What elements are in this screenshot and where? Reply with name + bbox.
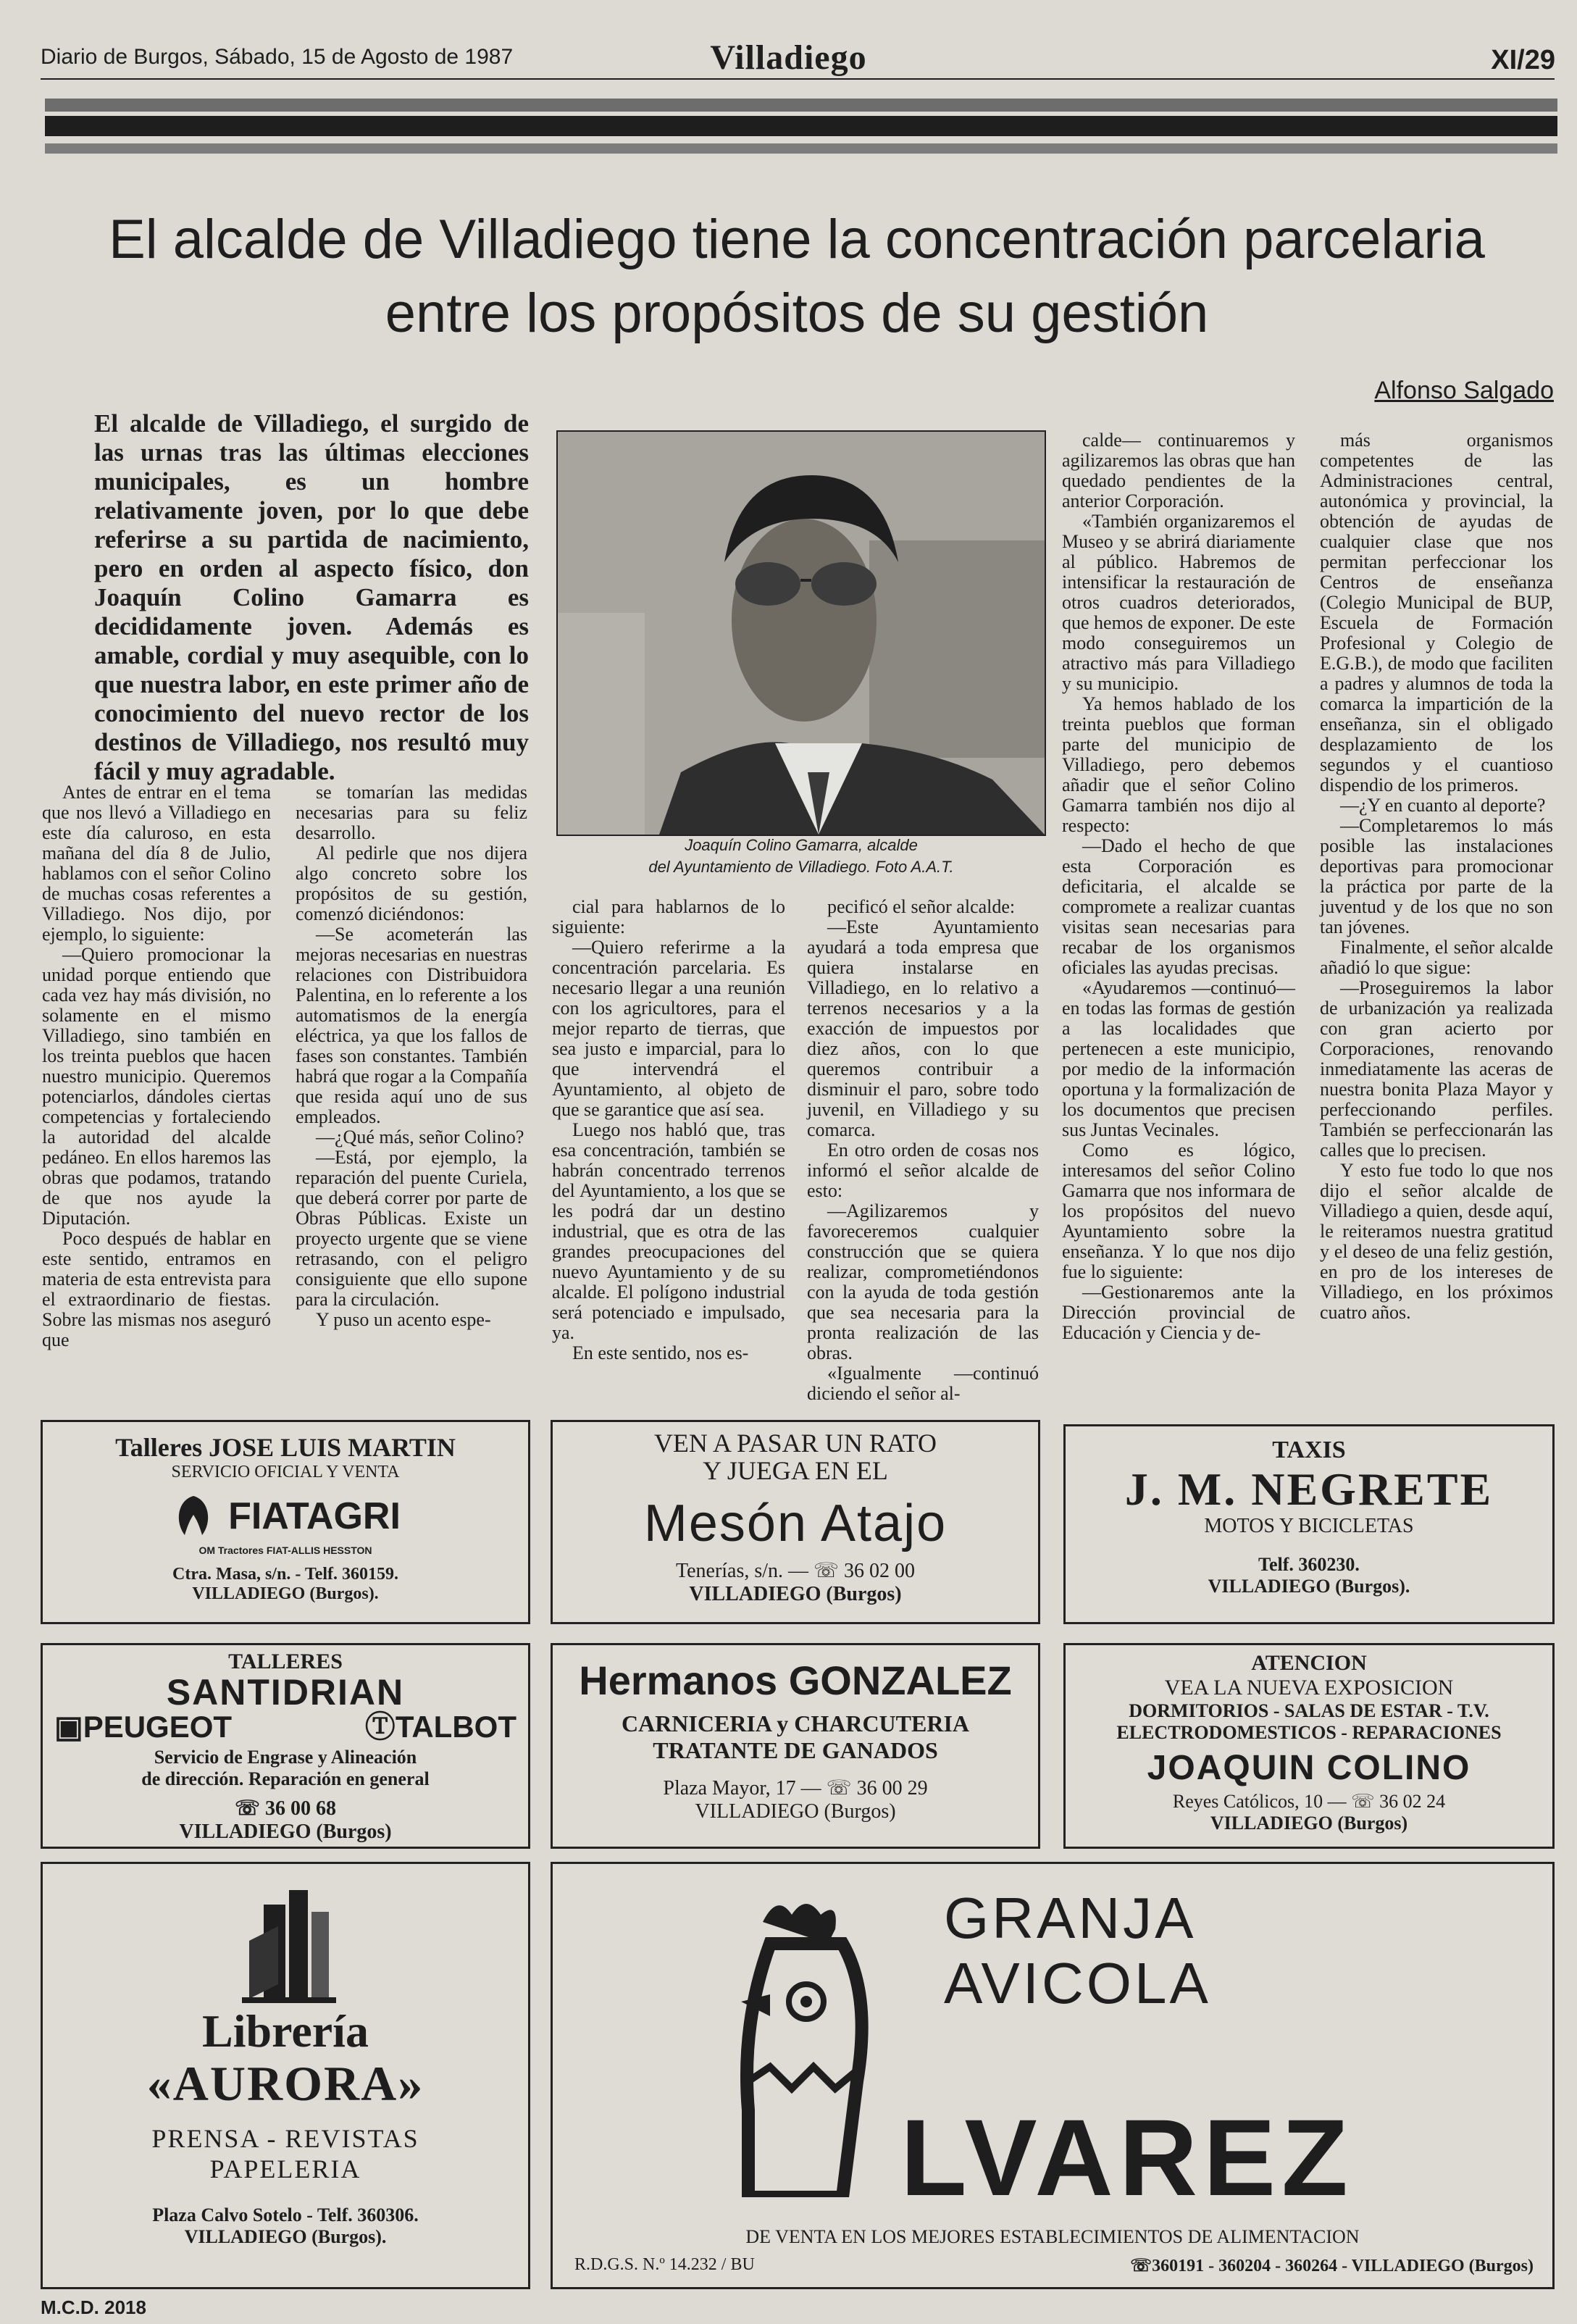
ad-line: VEN A PASAR UN RATO [653,1429,937,1458]
ad-town: VILLADIEGO (Burgos) [1210,1813,1408,1834]
paragraph: —Gestionaremos ante la Dirección provincial de Educación y Ciencia y de- [1062,1282,1295,1343]
paragraph: cial para hablarnos de lo siguiente: [552,896,785,937]
paragraph: se tomarían las medidas necesarias para su feliz desarrollo. [296,782,527,843]
paragraph: —Este Ayuntamiento ayudará a toda empresa que quiera instalarse en Villadiego, en lo relativo a terrenos necesarios y a la exacción de impuestos por diez años, con lo que queremos contribuir a disminuir el paro, sobre todo juvenil, en Villadiego y su comarca. [807,916,1039,1140]
paragraph: Finalmente, el señor alcalde añadió lo que sigue: [1320,937,1553,978]
article-column-5 [1062,430,1295,1343]
paragraph: Y puso un acento espe- [316,1309,491,1330]
photo-caption [556,835,1046,878]
ad-name: JOAQUIN COLINO [1147,1749,1471,1787]
brand-row [43,1710,528,1744]
paragraph: pecificó el señor alcalde: [827,896,1016,917]
article-column-2 [296,782,527,1330]
ad-phone: ☏ 36 00 68 [234,1797,336,1820]
ad-address: Tenerías, s/n. — ☏ 36 02 00 [675,1560,916,1582]
ad-town: VILLADIEGO (Burgos) [695,1800,896,1823]
article-column-6 [1320,430,1553,1323]
ad-line: VEA LA NUEVA EXPOSICION [1164,1676,1454,1700]
ad-subtitle: SERVICIO OFICIAL Y VENTA [171,1463,400,1481]
talbot-logo-icon: Ⓣ [364,1710,396,1744]
ad-line: TRATANTE DE GANADOS [653,1737,938,1763]
header-rule [41,78,1555,80]
paragraph: Poco después de hablar en este sentido, entramos en materia de esta entrevista para el extraordinario de fiestas. Sobre las mismas nos aseguró que [42,1228,271,1350]
paragraph: «Ayudaremos —continuó— en todas las formas de gestión a las localidades que pertenecen a este municipio, por medio de la información oportuna y la formalización de los documentos que precisen sus Juntas Vecinales. [1062,977,1295,1140]
ad-town: VILLADIEGO (Burgos) [179,1821,392,1843]
paragraph: —¿Y en cuanto al deporte? [1340,795,1546,816]
ad-line: TAXIS [1272,1437,1346,1463]
ad-name: SANTIDRIAN [166,1672,405,1713]
ad-joaquin-colino [1063,1643,1555,1849]
footer-mark: M.C.D. 2018 [41,2296,146,2318]
ad-service: Servicio de Engrase y Alineación [154,1747,417,1768]
fiatagri-logo [43,1491,528,1542]
ad-phones: ☏360191 - 360204 - 360264 - VILLADIEGO (Burgos) [1130,2257,1534,2275]
paragraph: Como es lógico, interesamos del señor Colino Gamarra que nos informara de los propósitos del nuevo Ayuntamiento sobre la enseñanza. Y lo que nos dijo fue lo siguiente: [1062,1140,1295,1282]
ad-line: TALLERES [228,1650,343,1673]
decorative-band [45,99,1557,112]
ad-line: ELECTRODOMESTICOS - REPARACIONES [1116,1722,1502,1743]
mayor-photo [556,430,1046,836]
paragraph: Al pedirle que nos dijera algo concreto sobre los propósitos de su gestión, comenzó diciéndonos: [296,843,527,924]
paragraph: —Dado el hecho de que esta Corporación es deficitaria, el alcalde se compromete a realizar cuantas visitas sean necesarias para recabar de los organismos oficiales las ayudas precisas. [1062,835,1295,978]
fiatagri-leaf-icon [170,1493,217,1539]
ad-name: «AURORA» [146,2056,424,2111]
ad-address: Reyes Católicos, 10 — ☏ 36 02 24 [1172,1791,1446,1812]
paragraph: calde— continuaremos y agilizaremos las obras que han quedado pendientes de la anterior Corporación. [1062,430,1295,511]
ad-granja-avicola-alvarez [551,1862,1555,2289]
paragraph: más organismos competentes de las Administraciones central, autonómica y provincial, la obtención de ayudas de cualquier clase que nos permitan perfeccionar los Centros de enseñanza (Colegio Municipal de BUP, Escuela de Formación Profesional y Colegio de E.G.B.), de modo que faciliten a padres y alumnos de toda la comarca la impartición de la enseñanza, sin el obligado desplazamiento de los segundos y el cuantioso dispendio de los primeros. [1320,430,1553,795]
ad-service: de dirección. Reparación en general [141,1768,430,1789]
ad-meson-atajo [551,1420,1040,1624]
lead-paragraph: El alcalde de Villadiego, el surgido de las urnas tras las últimas elecciones municipales, es un hombre relativamente joven, por lo que debe referirse a su partida de nacimiento, pero en orden al aspecto físico, don Joaquín Colino Gamarra es decididamente joven. Además es amable, cordial y muy asequible, con lo que nuestra labor, en este primer año de conocimiento del nuevo rector de los destinos de Villadiego, nos resultó muy fácil y muy agradable. [94,409,529,785]
ad-line: DORMITORIOS - SALAS DE ESTAR - T.V. [1129,1700,1489,1721]
ad-line: AVICOLA [944,1951,1211,2015]
paragraph: —Está, por ejemplo, la reparación del puente Curiela, que deberá correr por parte de Obras Públicas. Existe un proyecto urgente que se viene retrasando, con el peligro consiguiente que ello supone para la circulación. [296,1147,527,1310]
paragraph: —Proseguiremos la labor de urbanización ya realizada con gran acierto por Corporaciones, renovando inmediatamente las aceras de nuestra bonita Plaza Mayor y perfeccionando perfiles. También se perfeccionarán las calles que lo precisen. [1320,977,1553,1161]
paragraph: Luego nos habló que, tras esa concentración, también se habrán concentrado terrenos del Ayuntamiento, a los que se les podrá dar un destino industrial, que es otra de las grandes preocupaciones del nuevo Ayuntamiento y de su alcalde. El polígono industrial será potenciado e impulsado, ya. [552,1119,785,1343]
newspaper-date: Diario de Burgos, Sábado, 15 de Agosto de 1987 [41,45,514,69]
library-logo [43,1876,528,2006]
page-number: XI/29 [1491,45,1555,75]
ad-line: Y JUEGA EN EL [703,1456,888,1485]
paragraph: En otro orden de cosas nos informó el señor alcalde de esto: [807,1140,1039,1201]
ad-line: PRENSA - REVISTAS [151,2124,419,2153]
portrait-illustration [558,432,1045,835]
paragraph: —Agilizaremos y favoreceremos cualquier construcción que se quiera realizar, comprometiéndonos con la ayuda de toda gestión que sea necesaria para la pronta realización de las obras. [807,1200,1039,1363]
article-column-3 [552,897,785,1363]
paragraph: Y esto fue todo lo que nos dijo el señor alcalde de Villadiego a quien, desde aquí, le reiteramos nuestra gratitud y el deseo de una feliz gestión, en pro de los intereses de Villadiego, en los próximos cuatro años. [1320,1160,1553,1323]
books-press-icon [206,1876,365,2006]
paragraph: —Se acometerán las mejoras necesarias en nuestras relaciones con Distribuidora Palentina, en lo referente a los automatismos de la energía eléctrica, ya que los fallos de fases son constantes. También habrá que rogar a la Compañía que resida aquí uno de sus empleados. [296,924,527,1127]
paragraph: Antes de entrar en el tema que nos llevó a Villadiego en este día caluroso, en esta mañana del día 8 de Julio, hablamos con el señor Colino de muchas cosas referentes a Villadiego. Nos dijo, por ejemplo, lo siguiente: [42,782,271,945]
caption-line: Joaquín Colino Gamarra, alcalde [685,836,918,854]
paragraph: —Quiero referirme a la concentración parcelaria. Es necesario llegar a una reunión con los agricultores, para el mejor reparto de tierras, que sea justo e imparcial, para lo que intervendrá el Ayuntamiento, al objeto de que se garantice que así sea. [552,937,785,1120]
peugeot-lion-icon: ▣ [54,1710,83,1744]
ad-town: VILLADIEGO (Burgos). [192,1584,379,1603]
ad-name: Librería [202,2005,369,2057]
decorative-band [45,116,1557,136]
ad-address: Plaza Calvo Sotelo - Telf. 360306. [152,2204,419,2225]
byline: Alfonso Salgado [1374,377,1554,404]
ad-name: J. M. NEGRETE [1124,1463,1494,1515]
section-title: Villadiego [710,38,867,77]
paragraph: —Completaremos lo más posible las instalaciones deportivas para promocionar la práctica por parte de la juventud y de los que no son tan jóvenes. [1320,815,1553,937]
decorative-band [45,143,1557,154]
headline-line: El alcalde de Villadiego tiene la concentración parcelaria [109,209,1485,270]
ad-subtitle: MOTOS Y BICICLETAS [1204,1515,1414,1537]
ad-town: VILLADIEGO (Burgos). [1208,1576,1410,1597]
caption-line: del Ayuntamiento de Villadiego. Foto A.A.T. [648,858,954,876]
ad-taxis-negrete [1063,1424,1555,1624]
ad-name: Mesón Atajo [643,1495,948,1552]
ad-name: LVAREZ [900,2097,1354,2218]
ad-line: CARNICERIA y CHARCUTERIA [621,1710,970,1736]
ad-town: VILLADIEGO (Burgos) [689,1583,902,1605]
ad-line: GRANJA [944,1886,1197,1950]
ad-talleres-martin [41,1420,530,1624]
ad-name: Hermanos GONZALEZ [579,1658,1012,1703]
paragraph: Ya hemos hablado de los treinta pueblos que forman parte del municipio de Villadiego, pero debemos añadir que el señor Colino Gamarra también nos dijo al respecto: [1062,693,1295,836]
ad-title: Talleres JOSE LUIS MARTIN [115,1433,456,1462]
ad-address: Ctra. Masa, s/n. - Telf. 360159. [172,1565,398,1584]
ad-line: ATENCION [1251,1651,1367,1675]
paragraph: —Quiero promocionar la unidad porque entiendo que cada vez hay más división, no solamente en el mismo Villadiego, sino también en los treinta pueblos que hacen nuestro municipio. Queremos potenciarlos, dándoles ciertas competencias y fortaleciendo la autoridad del alcalde pedáneo. En ellos haremos las obras que podamos, tratando de que nos ayude la Diputación. [42,944,271,1229]
brand-subtitle: OM Tractores FIAT-ALLIS HESSTON [198,1545,372,1556]
paragraph: «También organizaremos el Museo y se abrirá diariamente al público. Habremos de intensificar la restauración de otros cuadros deteriorados, que hemos de exponer. De este modo conseguiremos un atractivo más para Villadiego y su municipio. [1062,511,1296,694]
talbot-brand: ⓉTALBOT [364,1710,516,1744]
brand-name: FIATAGRI [228,1495,401,1537]
headline [43,203,1550,351]
ad-talleres-santidrian [41,1643,530,1849]
rooster-icon [719,1893,886,2197]
article-column-4 [807,897,1039,1404]
ad-town: VILLADIEGO (Burgos). [184,2226,387,2247]
ad-address: Plaza Mayor, 17 — ☏ 36 00 29 [663,1777,928,1800]
paragraph: —¿Qué más, señor Colino? [316,1127,524,1148]
ad-phone: Telf. 360230. [1258,1554,1360,1575]
ad-tagline: DE VENTA EN LOS MEJORES ESTABLECIMIENTOS DE ALIMENTACION [745,2226,1360,2247]
article-column-1 [42,782,271,1350]
ad-hermanos-gonzalez [551,1643,1040,1849]
paragraph: «Igualmente —continuó diciendo el señor al- [807,1363,1039,1404]
ad-registration: R.D.G.S. N.º 14.232 / BU [574,2255,755,2274]
ad-line: PAPELERIA [209,2154,361,2183]
paragraph: En este sentido, nos es- [572,1342,749,1363]
peugeot-brand: ▣PEUGEOT [54,1710,233,1744]
ad-libreria-aurora [41,1862,530,2289]
headline-line: entre los propósitos de su gestión [385,283,1209,344]
